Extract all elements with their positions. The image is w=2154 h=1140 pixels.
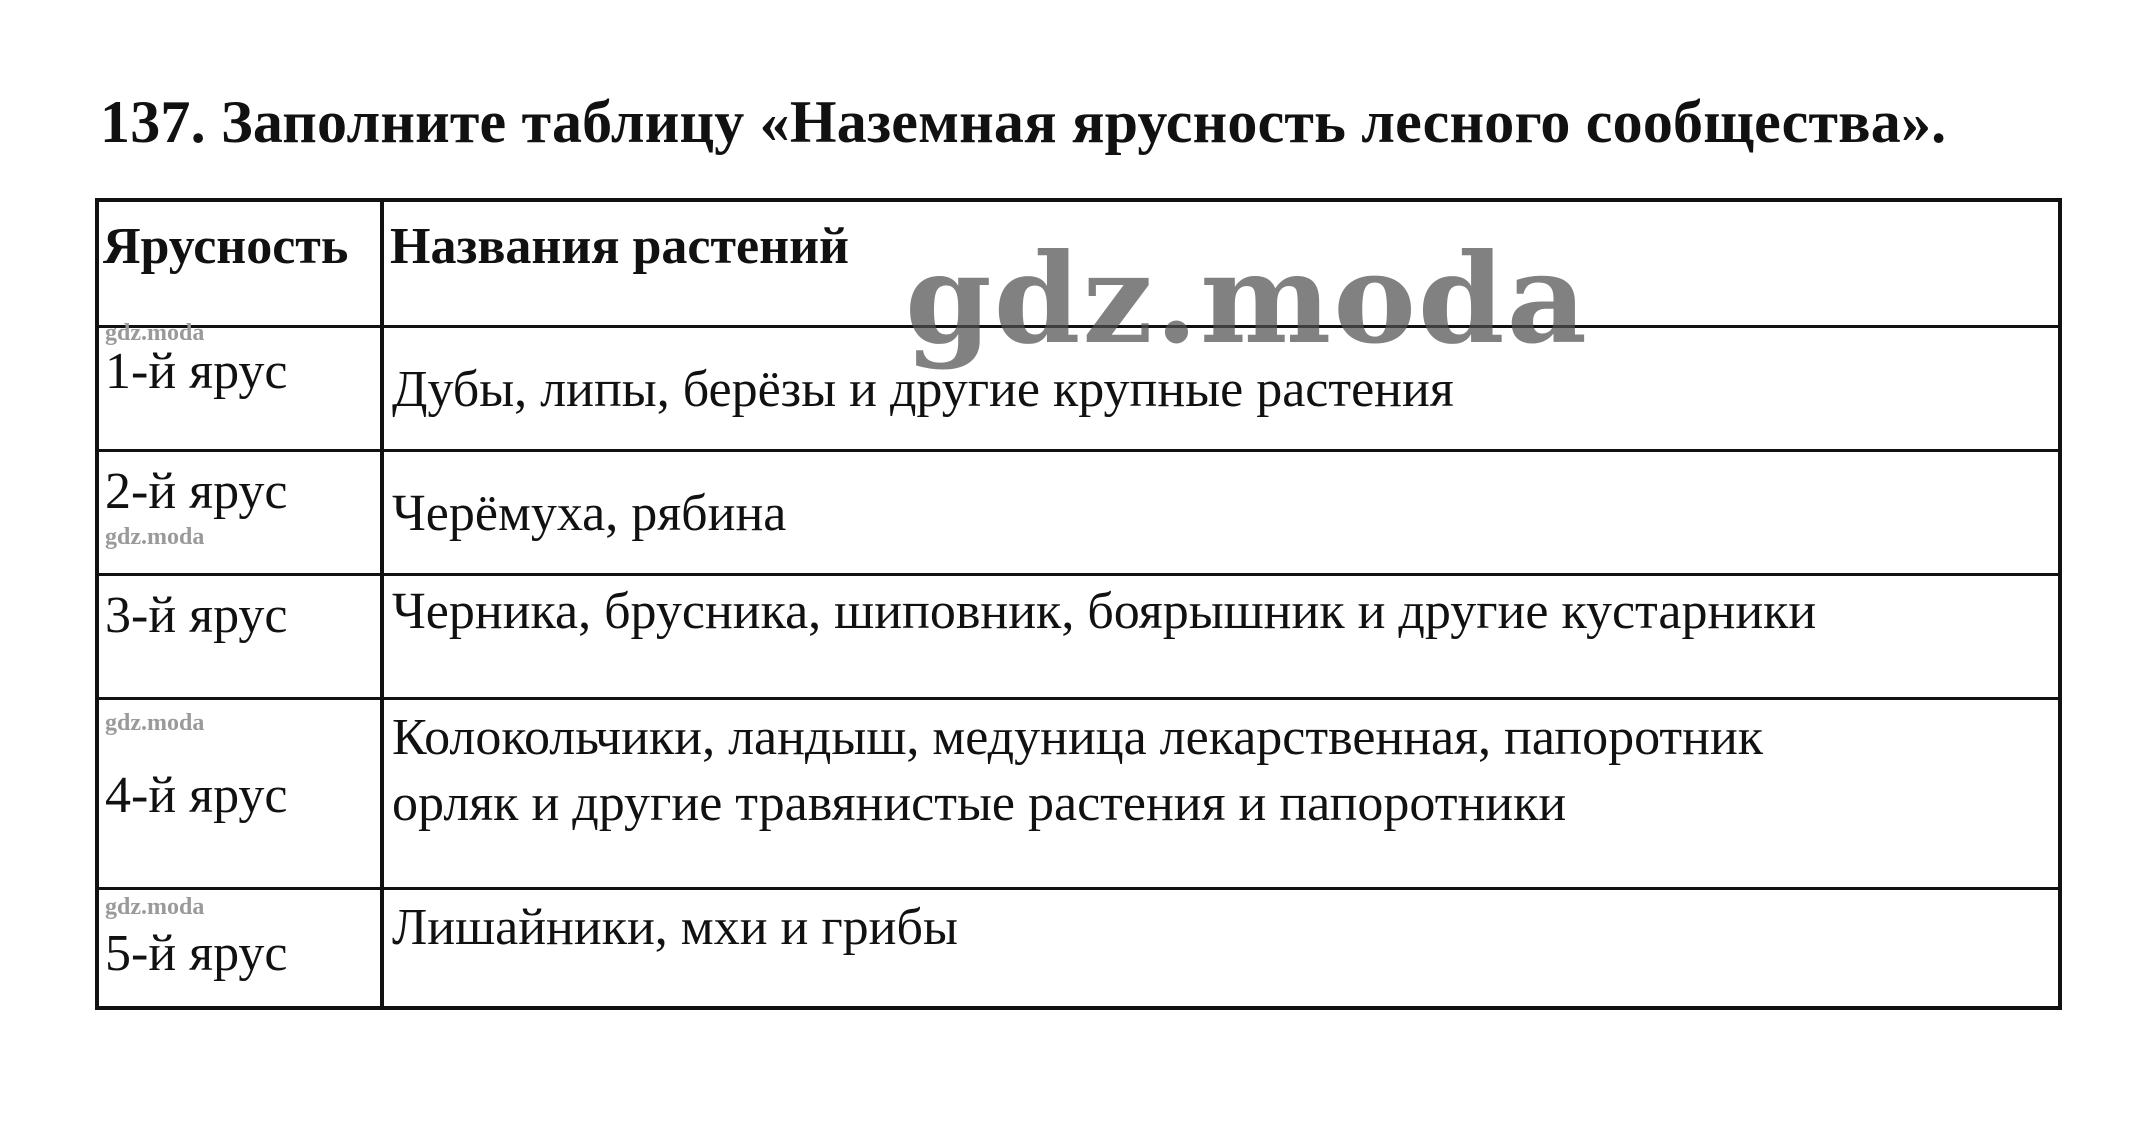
plants-cell bbox=[384, 576, 2058, 697]
header-plants-label: Названия растений bbox=[390, 218, 849, 275]
tier-cell bbox=[99, 320, 384, 449]
plants-text-line-1: Колокольчики, ландыш, медуница лекарственная, папоротник bbox=[392, 709, 1764, 766]
watermark-small: gdz.moda bbox=[105, 894, 205, 920]
tier-cell bbox=[99, 700, 384, 887]
table-row bbox=[99, 700, 2058, 890]
watermark-small: gdz.moda bbox=[105, 320, 205, 346]
watermark-large: gdz.moda bbox=[905, 227, 1589, 372]
plants-text: Черёмуха, рябина bbox=[392, 485, 787, 542]
header-cell-tier bbox=[99, 202, 384, 325]
tier-cell bbox=[99, 452, 384, 573]
tier-cell bbox=[99, 890, 384, 1008]
tier-label: 1-й ярус bbox=[105, 343, 288, 400]
plants-text: Дубы, липы, берёзы и другие крупные растения bbox=[392, 361, 1454, 418]
plants-cell bbox=[384, 890, 2058, 1008]
table-row bbox=[99, 452, 2058, 576]
exercise-title: 137. Заполните таблицу «Наземная ярусность лесного сообщества». bbox=[100, 89, 1947, 155]
header-tier-label: Ярусность bbox=[103, 218, 349, 275]
plants-text: Черника, брусника, шиповник, боярышник и другие кустарники bbox=[392, 583, 1817, 640]
tier-label: 5-й ярус bbox=[105, 925, 288, 982]
plants-text: Лишайники, мхи и грибы bbox=[392, 899, 958, 956]
plants-cell bbox=[384, 700, 2058, 887]
watermark-small: gdz.moda bbox=[105, 710, 205, 736]
plants-cell bbox=[384, 452, 2058, 573]
plants-text-line-2: орляк и другие травянистые растения и папоротники bbox=[392, 775, 1567, 832]
tier-label: 2-й ярус bbox=[105, 463, 288, 520]
tier-label: 4-й ярус bbox=[105, 767, 288, 824]
tier-cell bbox=[99, 576, 384, 697]
watermark-small: gdz.moda bbox=[105, 524, 205, 550]
table-row bbox=[99, 576, 2058, 700]
table-row bbox=[99, 890, 2058, 1008]
tier-label: 3-й ярус bbox=[105, 587, 288, 644]
